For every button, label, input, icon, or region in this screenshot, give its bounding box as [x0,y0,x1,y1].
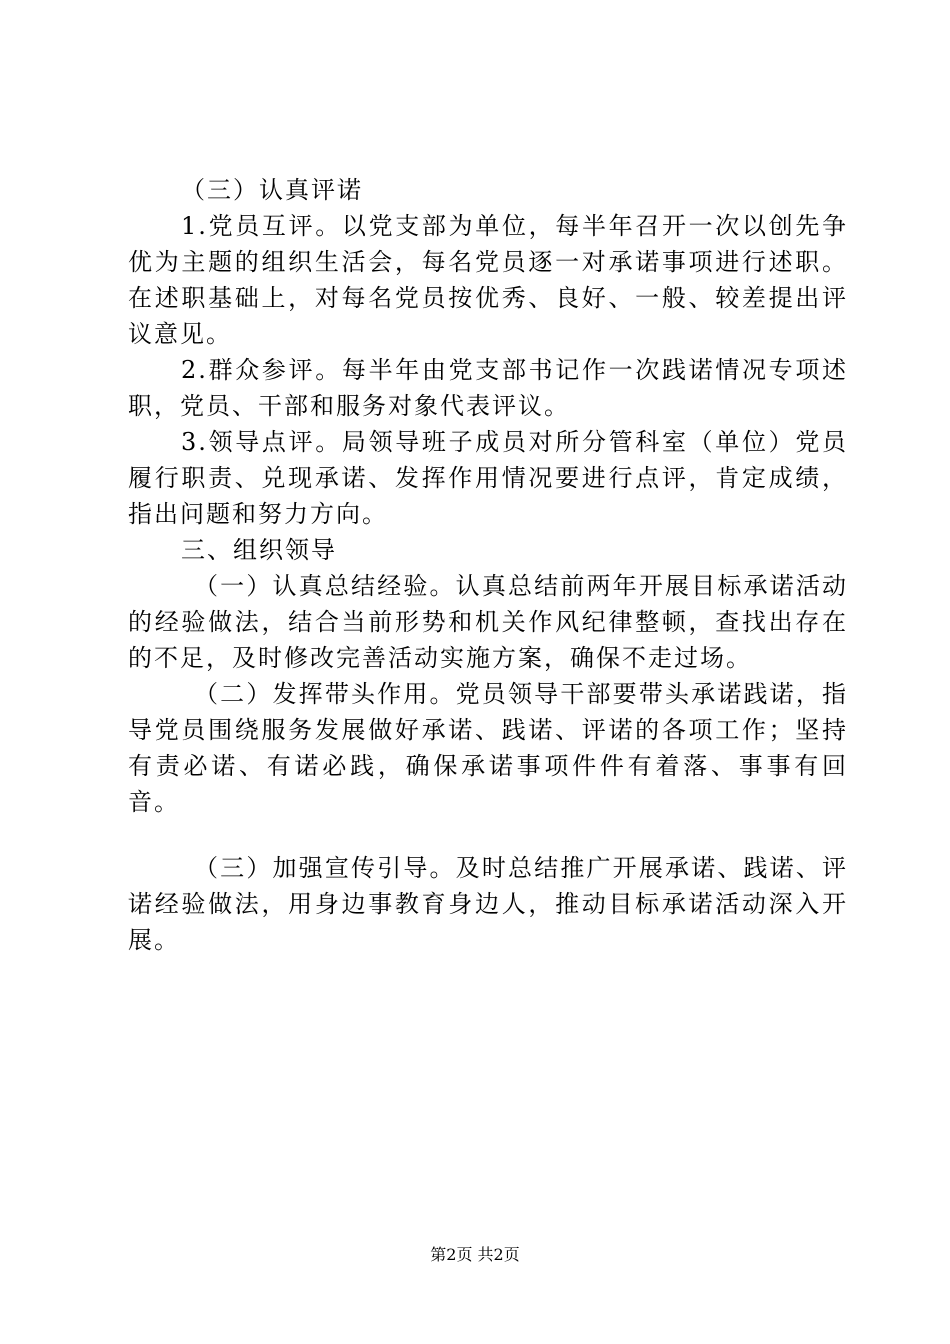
paragraph-publicity: （三）加强宣传引导。及时总结推广开展承诺、践诺、评诺经验做法，用身边事教育身边人，推动目标承诺活动深入开展。 [128,854,848,954]
paragraph-leader-review: 3.领导点评。局领导班子成员对所分管科室（单位）党员履行职责、兑现承诺、发挥作用情况要进行点评，肯定成绩，指出问题和努力方向。 [128,428,848,528]
section-heading-evaluate: （三）认真评诺 [181,176,363,204]
paragraph-member-mutual-review: 1.党员互评。以党支部为单位，每半年召开一次以创先争优为主题的组织生活会，每名党员逐一对承诺事项进行述职。在述职基础上，对每名党员按优秀、良好、一般、较差提出评议意见。 [128,212,848,348]
document-body [128,172,848,958]
section-heading-organization: 三、组织领导 [181,536,337,564]
paragraph-leading-role: （二）发挥带头作用。党员领导干部要带头承诺践诺，指导党员围绕服务发展做好承诺、践诺、评诺的各项工作；坚持有责必诺、有诺必践，确保承诺事项件件有着落、事事有回音。 [128,680,848,816]
paragraph-public-review: 2.群众参评。每半年由党支部书记作一次践诺情况专项述职，党员、干部和服务对象代表评议。 [128,356,848,420]
page-number-footer: 第2页 共2页 [430,1245,520,1264]
paragraph-summarize-experience: （一）认真总结经验。认真总结前两年开展目标承诺活动的经验做法，结合当前形势和机关作风纪律整顿，查找出存在的不足，及时修改完善活动实施方案，确保不走过场。 [128,572,848,672]
